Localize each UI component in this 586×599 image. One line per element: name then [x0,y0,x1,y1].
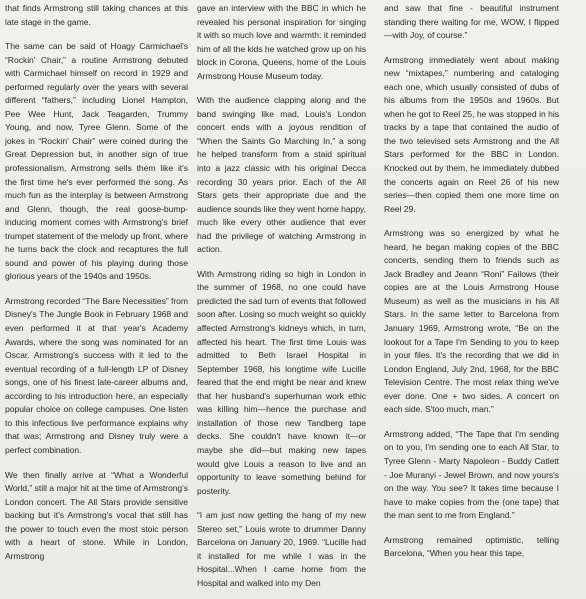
text-column-3 [384,2,559,561]
paragraph: gave an interview with the BBC in which he revealed his personal inspiration for singing it with so much love and warmth: it reminded him of all the kids he watched grow up on his block in Corona, Queens, home of the Louis Armstrong House Museum today. [197,3,366,81]
paragraph: With Armstrong riding so high in London in the summer of 1968, no one could have predicted the sad turn of events that followed soon after. Losing so much weight so quickly affected Armstrong's kidneys which, in turn, affected his heart. The first time Louis was admitted to Beth Israel Hospital in September 1968, his longtime wife Lucille feared that the end might be near and knew that her husband's superhuman work ethic was killing him—hence the purchase and installation of those new Tandberg tape decks. She couldn't have known it—or maybe she did—but making new tapes would give Louis a reason to live and an opportunity to leave something behind for posterity. [197,268,366,496]
paragraph: Armstrong immediately went about making new “mixtapes,” numbering and cataloging each one, which usually consisted of dubs of his albums from the 1950s and 1960s. But when he got to Reel 25, he was stopped in his tracks by a tape that contained the audio of the two televised sets Armstrong and the All Stars performed for the BBC in London. Knocked out by them, he immediately dubbed the concerts again on Reel 26 of his new series—then copied them one more time on Reel 29. [384,54,559,214]
paragraph: The same can be said of Hoagy Carmichael's “Rockin' Chair,” a routine Armstrong debuted with Carmichael himself on record in 1929 and performed regularly over the years with several different “fathers,” including Lionel Hampton, Pee Wee Hunt, Jack Teagarden, Trummy Young, and now, Tyree Glenn. Some of the jokes in “Rockin' Chair” were coined during the Great Depression but, in another sign of true professionalism, Armstrong sells them like it's the first time he's ever performed the song. As much fun as the interplay is between Armstrong and Glenn, though, the real goose-bump-inducing moment comes with Armstrong's brief trumpet statement of the melody up front, where he turns back the clock and recaptures the full sound and power of his playing during those glorious years of the 1940s and 1950s. [5,41,188,282]
paragraph: With the audience clapping along and the band swinging like mad, Louis's London concert ends with a joyous rendition of “When the Saints Go Marching In,” a song he helped transform from a staid spiritual into a jazz classic with his original Decca recording 30 years prior. Each of the All Stars gets their appropriate due and the audience sounds like they went home happy, much like every other audience that ever had the privilege of watching Armstrong in action. [197,95,366,255]
paragraph: Armstrong was so energized by what he heard, he began making copies of the BBC concerts, sending them to friends such as Jack Bradley and Jeann “Roni” Failows (their copies are at the Louis Armstrong House Museum) as well as the musicians in his All Stars. In the same letter to Barcelona from January 1969, Armstrong wrote, “Be on the lookout for a Tape I'm Sending to you to keep in your files. It's the recording that we did in London England, July 2nd, 1968, for the BBC Television Centre. The most relax thing we've ever done. One + two sides. A concert on each side. S'too much, man.” [384,228,559,415]
paragraph: Armstrong recorded “The Bare Necessities” from Disney's The Jungle Book in February 1968 and even performed it at that year's Academy Awards, where the song was nominated for an Oscar. Armstrong's success with it led to the eventual recording of a full-length LP of Disney songs, one of his finest late-career albums and, according to his introduction here, an especially popular choice on college campuses. One listen to this infectious live performance explains why that was; Armstrong and Disney truly were a perfect combination. [5,295,189,455]
text-column-1 [5,2,188,563]
text-column-2 [197,2,366,590]
paragraph: and saw that fine - beautiful instrument standing there waiting for me, WOW, I flipped—with Joy, of course.” [384,3,559,41]
paragraph: We then finally arrive at “What a Wonderful World,” still a major hit at the time of Armstrong's London concert. The All Stars provide sensitive backing but it's Armstrong's vocal that still has the power to touch even the most stoic person with a heart of stone. While in London, Armstrong [5,469,188,561]
paragraph: Armstrong remained optimistic, telling Barcelona, “When you hear this tape, [384,534,559,559]
paragraph: Armstrong added, “The Tape that I'm sending on to you, I'm sending one to each All Star, to Tyree Glenn - Marty Napoleon - Buddy Catlett - Joe Muranyi - Jewel Brown, and now yours's on the way. You see? It takes time because I have to make copies from the (one tape) that the man sent to me from England.” [384,428,559,521]
paragraph: “I am just now getting the hang of my new Stereo set,” Louis wrote to drummer Danny Barcelona on January 20, 1969. “Lucille had it installed for me while I was in the Hospital...When I came home from the Hospital and walked into my Den [197,510,366,588]
paragraph: that finds Armstrong still taking chances at this late stage in the game. [5,3,188,27]
